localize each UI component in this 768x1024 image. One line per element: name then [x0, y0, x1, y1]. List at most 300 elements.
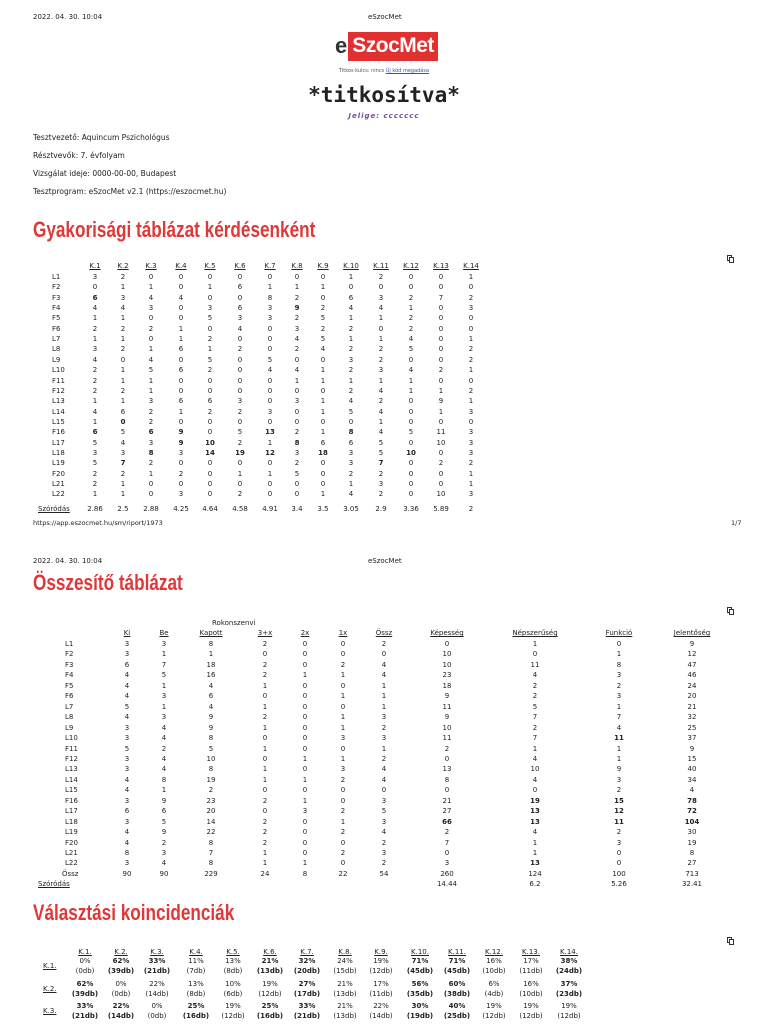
sum-cell: 4: [161, 754, 167, 763]
freq-row-label: L1: [52, 273, 61, 281]
sum-cell: 3: [616, 692, 622, 701]
sum-cell: 4: [124, 713, 130, 722]
freq-cell: 3: [294, 324, 300, 333]
freq-cell: 1: [320, 428, 326, 437]
freq-cell: 0: [207, 376, 213, 385]
freq-row-label: L15: [52, 417, 65, 426]
sum-cell: 21: [687, 702, 697, 711]
sum-cell: 3: [381, 796, 387, 805]
sum-row-label: F3: [65, 660, 74, 669]
freq-cell: 2: [378, 355, 384, 364]
sum-row-label: F20: [65, 838, 78, 847]
coin-count: (12db): [369, 967, 393, 975]
sum-cell: 3: [616, 671, 622, 680]
sum-cell: 1: [302, 796, 308, 805]
freq-cell: 6: [237, 304, 243, 313]
freq-cell: 8: [348, 428, 354, 437]
sum-cell: 4: [532, 828, 538, 837]
coin-pct: 24%: [337, 957, 353, 965]
sum-cell: 1: [302, 775, 308, 784]
sum-cell: 4: [124, 681, 130, 690]
sum-cell: 2: [262, 660, 268, 669]
coin-pct: 17%: [373, 979, 389, 988]
freq-cell: 2: [294, 345, 300, 354]
sum-cell: 0: [340, 650, 346, 659]
freq-cell: 0: [92, 283, 98, 292]
freq-cell: 3: [348, 448, 354, 457]
sum-cell: 27: [687, 859, 697, 868]
sum-cell: 2: [262, 713, 268, 722]
coin-pct: 25%: [187, 1002, 205, 1010]
freq-cell: 0: [178, 355, 184, 364]
freq-cell: 8: [148, 448, 154, 457]
freq-cell: 5: [92, 459, 98, 468]
coin-count: (0db): [147, 1012, 167, 1020]
freq-cell: 0: [207, 293, 213, 302]
sum-cell: 3: [124, 640, 130, 648]
freq-cell: 2: [237, 345, 243, 354]
sum-cell: 2: [532, 723, 538, 732]
logo-box: SzocMet: [348, 32, 438, 61]
freq-sd-cell: 2.88: [143, 505, 159, 513]
freq-cell: 3: [120, 448, 126, 457]
sum-cell: 0: [444, 754, 450, 763]
freq-cell: 2: [237, 490, 243, 499]
sum-cell: 1: [262, 744, 268, 753]
sum-cell: 0: [444, 640, 450, 648]
coin-pct: 13%: [225, 957, 241, 965]
sum-sd-cell: 32.41: [681, 880, 703, 888]
freq-cell: 4: [120, 304, 126, 313]
coin-count: (11db): [519, 967, 543, 975]
meta-label: Résztvevők: [33, 151, 76, 160]
sum-cell: 11: [614, 734, 624, 743]
sum-cell: 2: [532, 692, 538, 701]
sum-sd-label: Szóródás: [38, 880, 70, 888]
sum-cell: 4: [381, 765, 387, 774]
freq-cell: 2: [148, 459, 154, 468]
freq-cell: 0: [178, 376, 184, 385]
freq-cell: 1: [120, 376, 126, 385]
sum-row-label: L19: [65, 828, 78, 837]
freq-cell: 6: [178, 345, 184, 354]
freq-cell: 2: [320, 324, 326, 333]
freq-cell: 1: [468, 480, 474, 488]
sum-cell: 3: [124, 859, 130, 868]
page2-app-name: eSzocMet: [368, 557, 402, 565]
sum-cell: 2: [262, 640, 268, 648]
rokonszenvi-label: Rokonszenvi: [212, 619, 256, 627]
coin-count: (13db): [256, 967, 284, 975]
freq-cell: 2: [378, 273, 384, 281]
sum-cell: 0: [302, 849, 308, 857]
freq-cell: 0: [237, 355, 243, 364]
freq-cell: 3: [468, 438, 474, 447]
summary-table-title: Összesítő táblázat: [33, 570, 183, 595]
freq-cell: 9: [294, 304, 300, 313]
freq-row-label: L18: [52, 448, 65, 457]
coin-col-header: K.13.: [522, 948, 540, 956]
freq-row-label: L14: [52, 407, 65, 416]
meta-label: Vizsgálat ideje: [33, 169, 88, 178]
freq-cell: 4: [378, 304, 384, 313]
freq-cell: 3: [267, 407, 273, 416]
coin-count: (25db): [443, 1012, 471, 1020]
freq-cell: 1: [120, 283, 126, 292]
freq-cell: 0: [468, 324, 474, 333]
freq-cell: 2: [237, 438, 243, 447]
sum-cell: 2: [532, 681, 538, 690]
freq-cell: 4: [92, 304, 98, 313]
freq-cell: 5: [207, 355, 213, 364]
freq-cell: 5: [237, 428, 243, 437]
new-code-link[interactable]: Új kód megadása: [385, 68, 430, 74]
sum-cell: 16: [206, 671, 216, 680]
freq-cell: 0: [178, 417, 184, 426]
freq-cell: 4: [320, 345, 326, 354]
sum-cell: 3: [124, 765, 130, 774]
sum-total-cell: 260: [440, 870, 454, 878]
freq-cell: 1: [237, 469, 243, 478]
page2-datetime: 2022. 04. 30. 10:04: [33, 557, 103, 565]
freq-cell: 0: [438, 448, 444, 457]
coin-pct: 19%: [373, 957, 389, 965]
freq-cell: 5: [320, 314, 326, 323]
coin-count: (0db): [111, 989, 131, 998]
logo-e: e: [335, 33, 348, 58]
freq-cell: 0: [148, 335, 154, 344]
sum-cell: 3: [340, 734, 346, 743]
freq-cell: 1: [92, 335, 98, 344]
freq-cell: 0: [438, 355, 444, 364]
sum-cell: 2: [161, 838, 167, 847]
sum-row-label: F2: [65, 650, 74, 659]
freq-sd-cell: 2.9: [375, 505, 387, 513]
coin-count: (12db): [221, 1012, 245, 1020]
sum-cell: 21: [442, 796, 452, 805]
sum-cell: 4: [124, 828, 130, 837]
sum-cell: 2: [262, 817, 268, 826]
sum-row-label: L18: [65, 817, 78, 826]
freq-cell: 2: [148, 407, 154, 416]
coin-col-header: K.4.: [189, 948, 203, 956]
freq-cell: 1: [320, 366, 326, 375]
sum-total-cell: 8: [302, 870, 308, 878]
sum-row-label: L8: [65, 713, 74, 722]
freq-cell: 3: [92, 448, 98, 457]
freq-cell: 2: [92, 366, 98, 375]
coin-pct: 19%: [486, 1002, 502, 1010]
freq-cell: 1: [92, 490, 98, 499]
sum-cell: 4: [381, 775, 387, 784]
sum-cell: 3: [124, 650, 130, 659]
freq-cell: 3: [348, 355, 354, 364]
freq-cell: 4: [178, 293, 184, 302]
sum-cell: 1: [161, 786, 167, 795]
freq-cell: 6: [320, 438, 326, 447]
freq-cell: 1: [378, 417, 384, 426]
freq-cell: 2: [92, 376, 98, 385]
freq-cell: 0: [294, 355, 300, 364]
freq-cell: 3: [378, 366, 384, 375]
freq-cell: 1: [120, 314, 126, 323]
freq-cell: 0: [237, 480, 243, 488]
freq-cell: 1: [178, 407, 184, 416]
freq-col-header: K.13: [433, 262, 449, 270]
freq-cell: 4: [378, 407, 384, 416]
sum-cell: 0: [340, 859, 346, 868]
coin-pct: 62%: [76, 979, 94, 988]
freq-cell: 5: [408, 345, 414, 354]
sum-cell: 1: [381, 681, 387, 690]
coin-col-header: K.12.: [485, 948, 503, 956]
freq-cell: 0: [267, 376, 273, 385]
sum-cell: 0: [444, 786, 450, 795]
freq-row-label: L10: [52, 366, 65, 375]
sum-total-cell: 54: [379, 870, 389, 878]
freq-cell: 2: [120, 386, 126, 395]
sum-cell: 18: [442, 681, 452, 690]
freq-cell: 4: [267, 366, 273, 375]
freq-cell: 0: [237, 376, 243, 385]
coin-pct: 21%: [337, 979, 353, 988]
sum-col-header: Be: [159, 629, 169, 637]
freq-cell: 6: [348, 293, 354, 302]
sum-cell: 3: [381, 713, 387, 722]
freq-cell: 5: [294, 469, 300, 478]
sum-cell: 8: [208, 734, 214, 743]
freq-cell: 0: [267, 480, 273, 488]
sum-cell: 4: [124, 671, 130, 680]
freq-cell: 0: [438, 469, 444, 478]
freq-col-header: K.10: [343, 262, 359, 270]
freq-cell: 1: [267, 438, 273, 447]
freq-cell: 1: [378, 335, 384, 344]
freq-cell: 0: [237, 386, 243, 395]
sum-cell: 1: [340, 754, 346, 763]
freq-cell: 0: [438, 314, 444, 323]
sum-cell: 8: [616, 660, 622, 669]
coin-count: (10db): [482, 967, 506, 975]
freq-cell: 2: [408, 293, 414, 302]
freq-cell: 19: [235, 448, 245, 457]
sum-col-header: 1x: [338, 629, 348, 637]
freq-cell: 2: [348, 469, 354, 478]
sum-cell: 2: [616, 681, 622, 690]
coin-pct: 22%: [112, 1002, 130, 1010]
freq-cell: 0: [207, 386, 213, 395]
freq-sd-cell: 3.4: [291, 505, 303, 513]
freq-cell: 1: [148, 283, 154, 292]
sum-cell: 11: [442, 734, 452, 743]
sum-cell: 0: [302, 640, 308, 648]
freq-cell: 4: [92, 355, 98, 364]
freq-cell: 2: [378, 345, 384, 354]
freq-cell: 0: [178, 314, 184, 323]
freq-cell: 0: [207, 469, 213, 478]
sum-total-label: Össz: [62, 870, 79, 878]
sum-cell: 9: [161, 796, 167, 805]
freq-row-label: F2: [52, 283, 61, 292]
copy-coincidence-icon[interactable]: [727, 937, 735, 945]
freq-cell: 0: [237, 417, 243, 426]
freq-cell: 0: [378, 283, 384, 292]
freq-sd-cell: 3.5: [317, 505, 329, 513]
sum-cell: 0: [302, 702, 308, 711]
copy-summary-icon[interactable]: [727, 607, 735, 615]
freq-cell: 0: [148, 314, 154, 323]
coin-pct: 19%: [225, 1002, 241, 1010]
freq-cell: 5: [207, 314, 213, 323]
sum-cell: 37: [687, 734, 697, 743]
sum-cell: 3: [381, 817, 387, 826]
sum-cell: 3: [161, 713, 167, 722]
sum-cell: 0: [262, 692, 268, 701]
freq-cell: 1: [207, 345, 213, 354]
freq-cell: 0: [207, 480, 213, 488]
freq-cell: 0: [178, 304, 184, 313]
coin-pct: 19%: [262, 979, 278, 988]
freq-cell: 0: [178, 480, 184, 488]
coin-pct: 17%: [523, 957, 539, 965]
sum-cell: 9: [689, 744, 695, 753]
freq-cell: 6: [237, 283, 243, 292]
freq-cell: 6: [92, 428, 98, 437]
coin-pct: 19%: [561, 1002, 577, 1010]
freq-cell: 2: [294, 428, 300, 437]
sum-cell: 9: [208, 723, 214, 732]
coin-count: (21db): [293, 1012, 321, 1020]
sum-cell: 7: [208, 849, 214, 857]
freq-cell: 3: [378, 480, 384, 488]
sum-cell: 0: [262, 650, 268, 659]
freq-cell: 0: [438, 376, 444, 385]
coin-col-header: K.8.: [338, 948, 352, 956]
coin-pct: 71%: [448, 957, 466, 965]
freq-cell: 1: [320, 407, 326, 416]
sum-col-header: 2x: [300, 629, 310, 637]
freq-cell: 6: [178, 366, 184, 375]
coin-count: (45db): [406, 967, 434, 975]
freq-cell: 0: [438, 335, 444, 344]
freq-row-label: L22: [52, 490, 65, 499]
freq-cell: 0: [267, 459, 273, 468]
coin-count: (19db): [406, 1012, 434, 1020]
meta-value: : eSzocMet v2.1 (https://eszocmet.hu): [83, 187, 227, 196]
coin-count: (13db): [333, 1012, 357, 1020]
sum-row-label: L9: [65, 723, 74, 732]
coin-pct: 0%: [115, 979, 127, 988]
coin-count: (12db): [557, 1012, 581, 1020]
freq-cell: 1: [92, 417, 98, 426]
sum-cell: 2: [340, 828, 346, 837]
coin-count: (4db): [484, 989, 504, 998]
coin-count: (7db): [186, 967, 206, 975]
freq-cell: 1: [92, 314, 98, 323]
page1-app-name: eSzocMet: [368, 13, 402, 21]
freq-cell: 0: [237, 366, 243, 375]
freq-cell: 0: [294, 480, 300, 488]
freq-cell: 7: [438, 293, 444, 302]
freq-cell: 0: [438, 304, 444, 313]
sum-row-label: L17: [65, 807, 78, 816]
esoczmet-logo: [335, 29, 438, 63]
freq-row-label: F20: [52, 469, 65, 478]
freq-cell: 9: [438, 397, 444, 406]
freq-cell: 1: [348, 376, 354, 385]
freq-cell: 1: [178, 324, 184, 333]
sum-cell: 32: [687, 713, 697, 722]
sum-cell: 0: [616, 849, 622, 857]
sum-cell: 2: [616, 828, 622, 837]
freq-cell: 0: [320, 480, 326, 488]
freq-cell: 4: [408, 366, 414, 375]
sum-cell: 2: [262, 838, 268, 847]
coin-count: (12db): [519, 1012, 543, 1020]
freq-cell: 0: [267, 417, 273, 426]
freq-cell: 18: [318, 448, 328, 457]
sum-cell: 0: [340, 640, 346, 648]
sum-cell: 1: [302, 671, 308, 680]
freq-cell: 10: [205, 438, 215, 447]
sum-cell: 2: [340, 849, 346, 857]
freq-cell: 4: [120, 438, 126, 447]
sum-cell: 6: [124, 807, 130, 816]
coin-col-header: K.6.: [263, 948, 277, 956]
freq-cell: 6: [348, 438, 354, 447]
freq-cell: 6: [178, 397, 184, 406]
freq-cell: 2: [468, 386, 474, 395]
freq-cell: 3: [120, 293, 126, 302]
freq-col-header: K.3: [145, 262, 157, 270]
freq-sd-cell: 2: [468, 505, 474, 513]
sum-cell: 30: [687, 828, 697, 837]
freq-cell: 0: [120, 417, 126, 426]
freq-cell: 2: [320, 304, 326, 313]
copy-freq-icon[interactable]: [727, 255, 735, 263]
coin-pct: 40%: [448, 1002, 466, 1010]
sum-cell: 23: [442, 671, 452, 680]
sum-cell: 0: [340, 796, 346, 805]
coincidence-title: Választási koincidenciák: [33, 900, 235, 925]
freq-cell: 0: [207, 417, 213, 426]
freq-cell: 0: [438, 480, 444, 488]
sum-cell: 78: [687, 796, 697, 805]
coin-pct: 32%: [298, 957, 316, 965]
freq-table-title: Gyakorisági táblázat kérdésenként: [33, 217, 316, 242]
sum-row-label: L14: [65, 775, 78, 784]
freq-cell: 0: [468, 283, 474, 292]
freq-row-label: L21: [52, 480, 65, 488]
freq-cell: 4: [92, 407, 98, 416]
freq-cell: 12: [265, 448, 275, 457]
freq-cell: 6: [92, 293, 98, 302]
page1-footer-url[interactable]: https://app.eszocmet.hu/sm/riport/1973: [33, 519, 163, 527]
freq-cell: 0: [438, 417, 444, 426]
sum-cell: 4: [124, 692, 130, 701]
freq-cell: 1: [378, 376, 384, 385]
sum-cell: 0: [302, 838, 308, 847]
freq-cell: 0: [408, 480, 414, 488]
freq-col-header: K.6: [234, 262, 246, 270]
freq-cell: 0: [237, 335, 243, 344]
coin-count: (16db): [256, 1012, 284, 1020]
coin-pct: 37%: [560, 979, 578, 988]
sum-cell: 4: [124, 775, 130, 784]
freq-sd-label: Szóródás: [38, 505, 70, 513]
sum-cell: 13: [442, 765, 452, 774]
sum-cell: 3: [161, 692, 167, 701]
